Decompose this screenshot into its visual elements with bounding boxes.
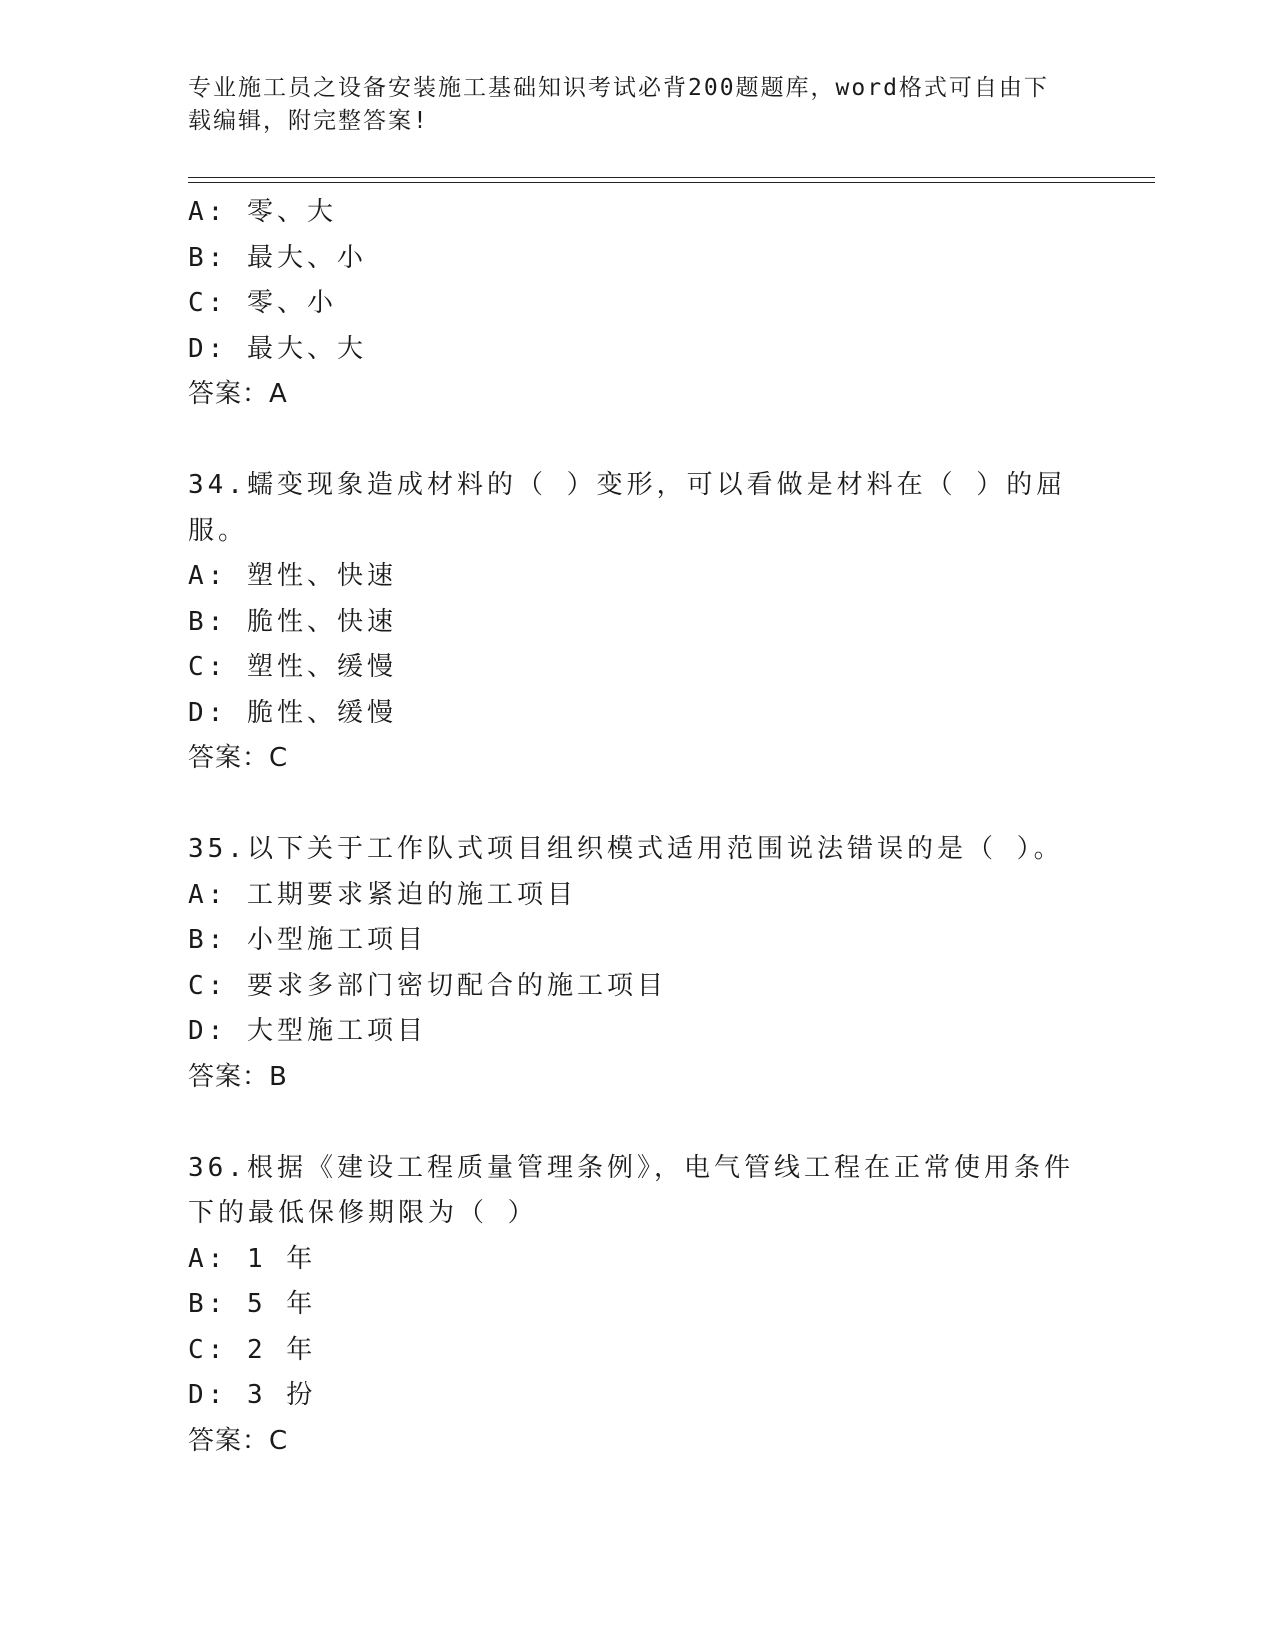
question-stem: 34.蠕变现象造成材料的（ ）变形，可以看做是材料在（ ）的屈服。 (188, 470, 1067, 546)
spacer (188, 782, 1088, 828)
question-stem: 35.以下关于工作队式项目组织模式适用范围说法错误的是（ ）。 (188, 834, 1064, 864)
header-rule-bottom (188, 182, 1155, 183)
option-a: A: 塑性、快速 (188, 561, 397, 591)
question-block-36 (188, 1146, 1088, 1465)
option-c: C: 要求多部门密切配合的施工项目 (188, 970, 667, 1001)
option-a: A: 零、大 (188, 197, 337, 227)
question-block-35 (188, 827, 1088, 1100)
spacer (188, 1100, 1088, 1146)
question-list (188, 190, 1088, 1464)
answer-line: 答案：A (188, 379, 288, 409)
spacer (188, 418, 1088, 464)
option-d: D: 脆性、缓慢 (188, 697, 397, 728)
option-c: C: 零、小 (188, 288, 337, 318)
option-b: B: 5 年 (188, 1289, 317, 1319)
option-b: B: 脆性、快速 (188, 606, 397, 637)
answer-line: 答案：C (188, 1425, 289, 1456)
option-c: C: 2 年 (188, 1334, 317, 1365)
question-block-34 (188, 463, 1088, 782)
question-stem: 36.根据《建设工程质量管理条例》，电气管线工程在正常使用条件下的最低保修期限为（ ） (188, 1152, 1074, 1228)
option-b: B: 最大、小 (188, 242, 367, 273)
answer-line: 答案：C (188, 743, 289, 773)
answer-line: 答案：B (188, 1061, 288, 1092)
option-d: D: 最大、大 (188, 333, 367, 364)
option-a: A: 1 年 (188, 1243, 317, 1274)
option-a: A: 工期要求紧迫的施工项目 (188, 879, 577, 910)
document-header: 专业施工员之设备安装施工基础知识考试必背200题题库，word格式可自由下载编辑，附完整答案! (188, 75, 1049, 134)
header-rule-top (188, 177, 1155, 178)
option-c: C: 塑性、缓慢 (188, 652, 397, 682)
option-d: D: 大型施工项目 (188, 1016, 427, 1046)
option-d: D: 3 扮 (188, 1380, 317, 1410)
question-block-33 (188, 190, 1088, 418)
option-b: B: 小型施工项目 (188, 925, 427, 955)
